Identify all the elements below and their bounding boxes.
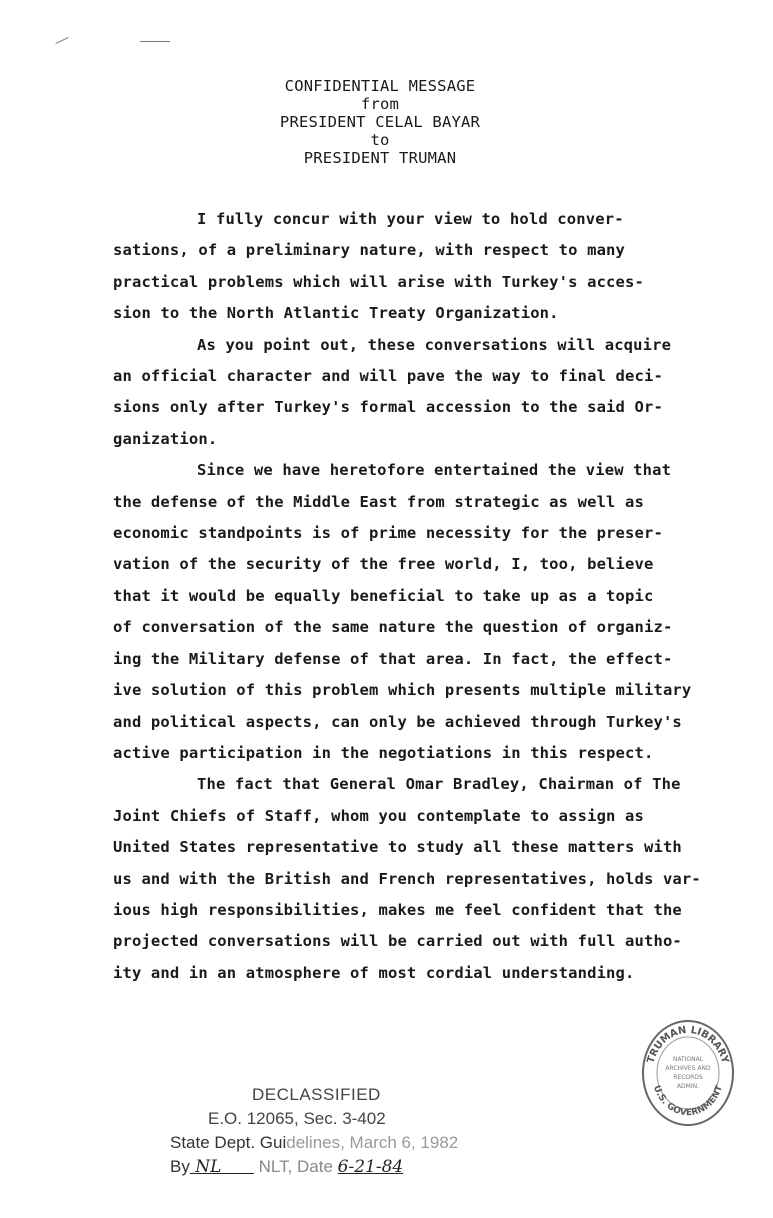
text-line: that it would be equally beneficial to take up as a topic: [113, 586, 654, 605]
truman-library-seal-icon: [640, 1017, 736, 1129]
seal-center-line: ADMIN.: [676, 1083, 700, 1090]
paragraph-2: [113, 330, 703, 456]
paragraph-3: [113, 455, 703, 769]
declassified-title: DECLASSIFIED: [252, 1085, 381, 1104]
authorization-line: [170, 1155, 458, 1179]
scan-mark: [55, 37, 68, 44]
text-line: sion to the North Atlantic Treaty Organization.: [113, 304, 559, 323]
heading-line: PRESIDENT TRUMAN: [303, 149, 457, 167]
paragraph-1: [113, 204, 703, 330]
text-line: active participation in the negotiations in this respect.: [113, 743, 654, 762]
text-line: Joint Chiefs of Staff, whom you contemplate to assign as: [113, 806, 644, 825]
guidelines-line: [170, 1131, 458, 1155]
text-line: economic standpoints is of prime necessity for the preser-: [113, 524, 663, 543]
seal-center-line: RECORDS: [673, 1074, 703, 1081]
initials-text: NL: [195, 1157, 222, 1177]
text-line: ious high responsibilities, makes me feel confident that the: [113, 900, 682, 919]
declassification-stamp: [170, 1083, 458, 1179]
text-line: ive solution of this problem which presents multiple military: [113, 681, 692, 700]
text-line: ity and in an atmosphere of most cordial understanding.: [113, 963, 635, 982]
text-line: an official character and will pave the way to final deci-: [113, 367, 663, 386]
seal-top-path: TRUMAN LIBRARY: [645, 1024, 731, 1065]
text-line: practical problems which will arise with Turkey's acces-: [113, 272, 644, 291]
nlt-label: NLT, Date: [258, 1157, 333, 1176]
text-line: projected conversations will be carried out with full autho-: [113, 932, 682, 951]
text-line: sations, of a preliminary nature, with respect to many: [113, 241, 626, 260]
text-line: United States representative to study all these matters with: [113, 838, 682, 857]
text-line: vation of the security of the free world, I, too, believe: [113, 555, 654, 574]
guidelines-prefix: State Dept. Gui: [170, 1133, 287, 1152]
text-line: us and with the British and French representatives, holds var-: [113, 869, 701, 888]
heading-line: to: [370, 131, 390, 149]
executive-order-line: E.O. 12065, Sec. 3-402: [208, 1109, 386, 1128]
initials-handwritten: [190, 1157, 254, 1177]
text-line: ganization.: [113, 429, 218, 448]
heading-line: from: [360, 95, 400, 113]
paragraph-4: [113, 769, 703, 989]
text-line: As you point out, these conversations will acquire: [197, 335, 672, 354]
document-heading: [230, 77, 530, 167]
scan-mark: [140, 41, 170, 42]
text-line: the defense of the Middle East from strategic as well as: [113, 492, 644, 511]
seal-center-line: ARCHIVES AND: [665, 1065, 711, 1072]
seal-center-line: NATIONAL: [672, 1056, 704, 1063]
heading-line: CONFIDENTIAL MESSAGE: [284, 77, 476, 95]
date-handwritten: 6-21-84: [337, 1157, 404, 1177]
guidelines-faded: delines, March 6, 1982: [286, 1133, 459, 1152]
text-line: and political aspects, can only be achieved through Turkey's: [113, 712, 682, 731]
text-line: sions only after Turkey's formal accession to the said Or-: [113, 398, 663, 417]
seal-bottom-path: U.S. GOVERNMENT: [650, 1084, 726, 1119]
heading-line: PRESIDENT CELAL BAYAR: [279, 113, 481, 131]
text-line: ing the Military defense of that area. In fact, the effect-: [113, 649, 673, 668]
by-label: By: [170, 1157, 190, 1176]
letter-body: [113, 204, 703, 989]
text-line: of conversation of the same nature the question of organiz-: [113, 618, 673, 637]
text-line: I fully concur with your view to hold conver-: [197, 210, 624, 228]
text-line: Since we have heretofore entertained the view that: [197, 461, 672, 480]
text-line: The fact that General Omar Bradley, Chairman of The: [197, 775, 681, 794]
